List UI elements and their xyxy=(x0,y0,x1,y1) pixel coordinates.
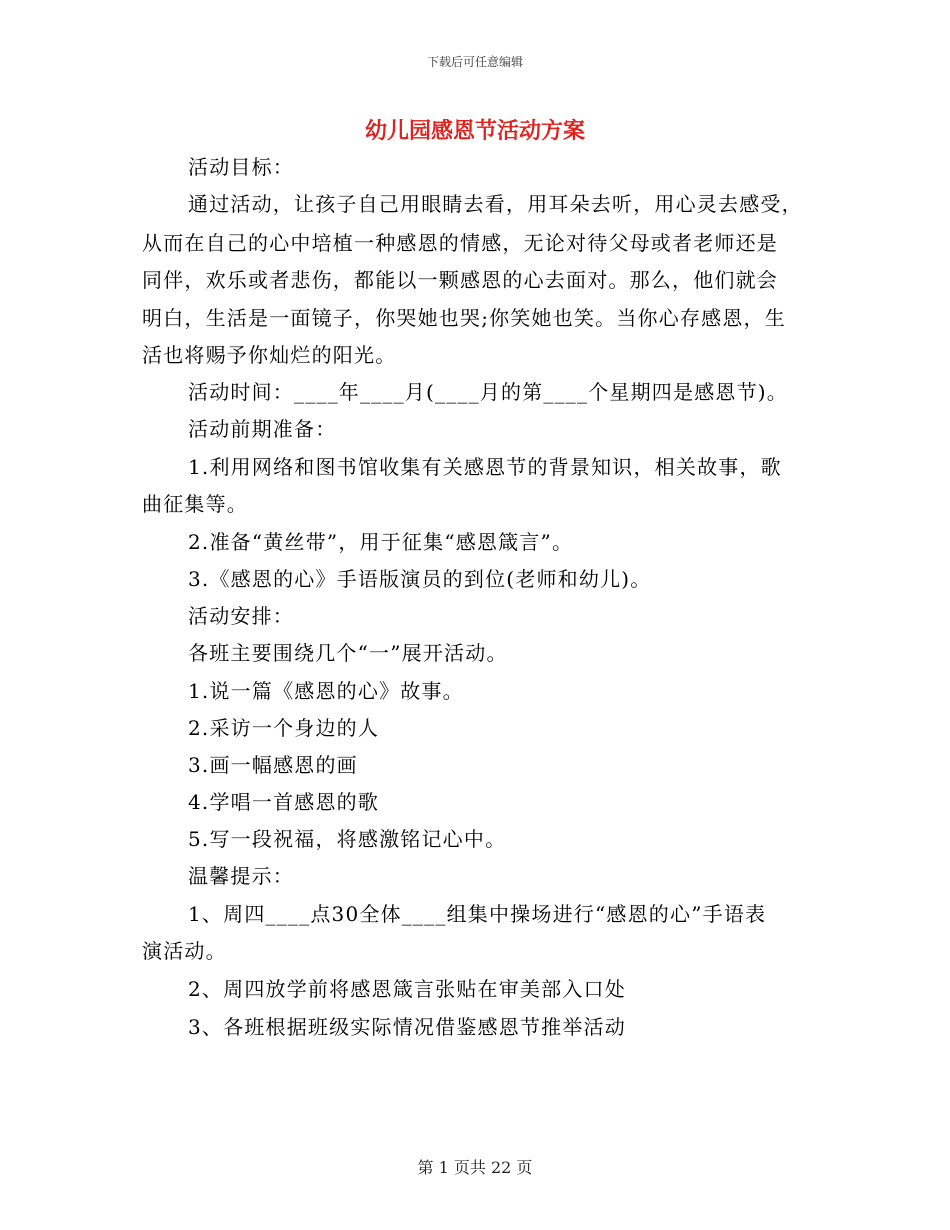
list-item: 3.《感恩的心》手语版演员的到位(老师和幼儿)。 xyxy=(188,567,652,591)
list-item: 2.采访一个身边的人 xyxy=(188,716,380,740)
section-heading-arrangement: 活动安排： xyxy=(188,604,294,628)
paragraph-line: 明白，生活是一面镜子，你哭她也哭;你笑她也笑。当你心存感恩，生 xyxy=(142,306,786,330)
page-number-footer: 第 1 页共 22 页 xyxy=(417,1158,533,1177)
document-title: 幼儿园感恩节活动方案 xyxy=(364,118,585,144)
list-item: 1.利用网络和图书馆收集有关感恩节的背景知识，相关故事，歌 xyxy=(188,455,782,479)
list-item: 3.画一幅感恩的画 xyxy=(188,753,358,777)
list-item: 2.准备“黄丝带”，用于征集“感恩箴言”。 xyxy=(188,530,574,554)
section-heading-tips: 温馨提示： xyxy=(188,864,294,888)
section-heading-goal: 活动目标： xyxy=(188,155,294,179)
paragraph-line: 同伴，欢乐或者悲伤，都能以一颗感恩的心去面对。那么，他们就会 xyxy=(142,268,778,292)
tip-item-continuation: 演活动。 xyxy=(142,939,227,963)
paragraph-line: 各班主要围绕几个“一”展开活动。 xyxy=(188,641,508,665)
activity-time-line: 活动时间：____年____月(____月的第____个星期四是感恩节)。 xyxy=(188,380,789,404)
header-note: 下载后可任意编辑 xyxy=(426,55,523,69)
paragraph-line: 通过活动，让孩子自己用眼睛去看，用耳朵去听，用心灵去感受， xyxy=(188,192,803,216)
list-item: 4.学唱一首感恩的歌 xyxy=(188,790,380,814)
section-heading-preparation: 活动前期准备： xyxy=(188,417,337,441)
tip-item: 3、各班根据班级实际情况借鉴感恩节推举活动 xyxy=(188,1015,626,1039)
list-item-continuation: 曲征集等。 xyxy=(142,492,248,516)
list-item: 1.说一篇《感恩的心》故事。 xyxy=(188,679,464,703)
tip-item: 2、周四放学前将感恩箴言张贴在审美部入口处 xyxy=(188,977,626,1001)
paragraph-line: 从而在自己的心中培植一种感恩的情感，无论对待父母或者老师还是 xyxy=(142,231,778,255)
paragraph-line: 活也将赐予你灿烂的阳光。 xyxy=(142,343,397,367)
list-item: 5.写一段祝福，将感激铭记心中。 xyxy=(188,827,507,851)
tip-item: 1、周四____点30全体____组集中操场进行“感恩的心”手语表 xyxy=(188,902,767,926)
